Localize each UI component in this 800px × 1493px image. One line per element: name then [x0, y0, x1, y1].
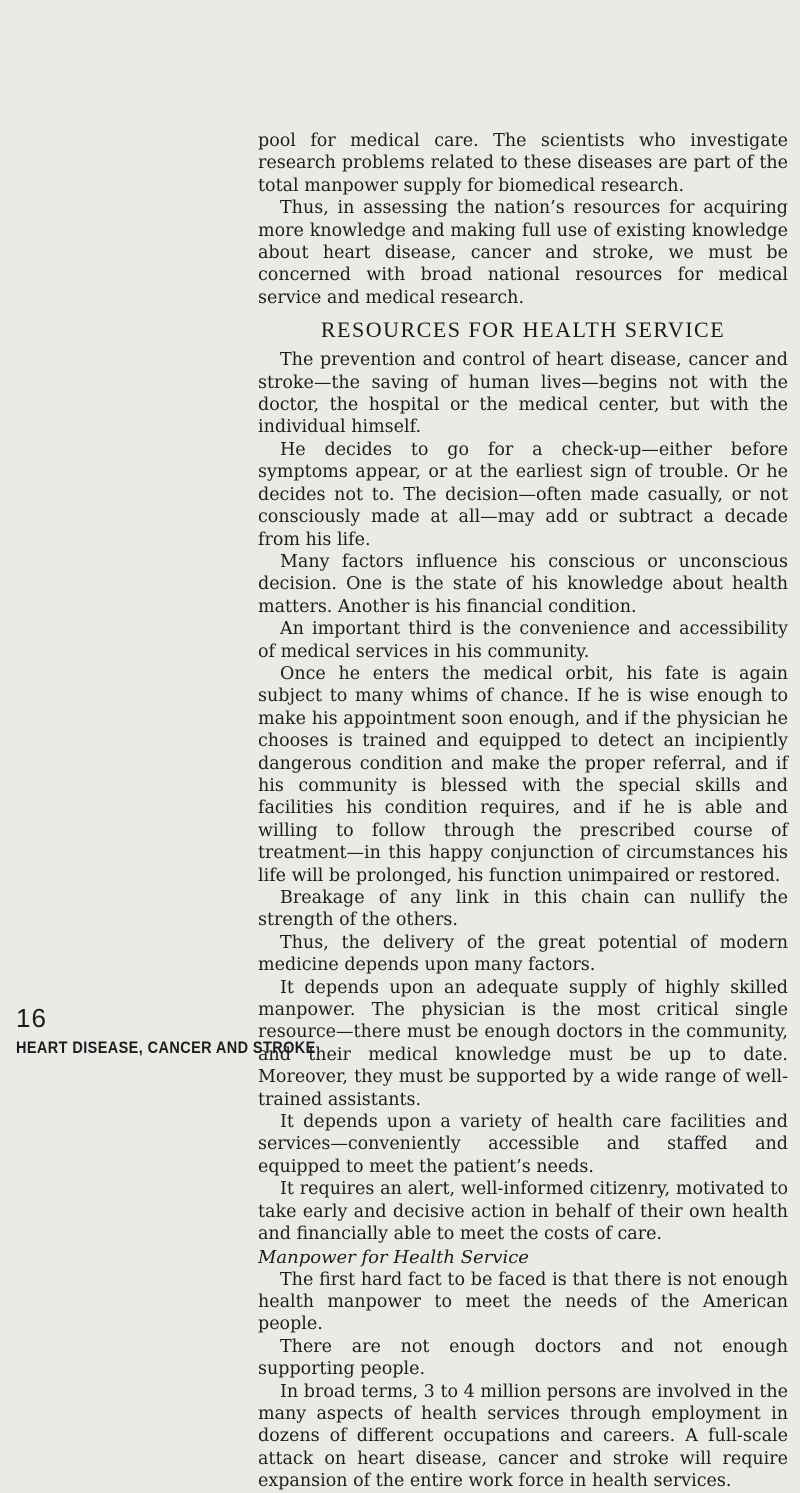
section-heading: RESOURCES FOR HEALTH SERVICE	[320, 317, 726, 343]
paragraph: An important third is the convenience and accessibility of medical services in his community.	[258, 619, 788, 662]
paragraph: There are not enough doctors and not enough supporting people.	[258, 1336, 788, 1380]
page-number: 16	[16, 1003, 47, 1033]
running-title: HEART DISEASE, CANCER AND STROKE	[16, 1038, 316, 1057]
paragraph: pool for medical care. The scientists who investigate research problems related to these diseases are part of the total manpower supply for biomedical research.	[258, 131, 788, 196]
paragraph: The prevention and control of heart disease, cancer and stroke—the saving of human lives—begins not with the doctor, the hospital or the medical center, but with the individual himself.	[258, 350, 788, 438]
paragraph: In broad terms, 3 to 4 million persons are involved in the many aspects of health services through employment in dozens of different occupations and careers. A full-scale attack on heart disease, cancer and stroke will require expansion of the entire work force in health services.	[258, 1381, 788, 1492]
paragraph: Once he enters the medical orbit, his fate is again subject to many whims of chance. If he is wise enough to make his appointment soon enough, and if the physician he chooses is trained and equipped to detect an incipiently dangerous condition and make the proper referral, and if his community is blessed with the special skills and facilities his condition requires, and if he is able and willing to follow through the prescribed course of treatment—in this happy conjunction of circumstances his life will be prolonged, his function unimpaired or restored.	[258, 663, 788, 886]
subsection-heading: Manpower for Health Service	[258, 1246, 529, 1268]
body-text	[258, 130, 788, 1493]
paragraph: It requires an alert, well-informed citizenry, motivated to take early and decisive action in behalf of their own health and financially able to meet the costs of care.	[258, 1179, 788, 1245]
paragraph: Thus, in assessing the nation’s resources for acquiring more knowledge and making full use of existing knowledge about heart disease, cancer and stroke, we must be concerned with broad national resources for medical service and medical research.	[258, 198, 788, 308]
paragraph: Many factors influence his conscious or unconscious decision. One is the state of his knowledge about health matters. Another is his financial condition.	[258, 551, 788, 617]
paragraph: He decides to go for a check-up—either before symptoms appear, or at the earliest sign of trouble. Or he decides not to. The decision—often made casually, or not consciously made at all—may add or subtract a decade from his life.	[258, 439, 788, 550]
paragraph: Thus, the delivery of the great potential of modern medicine depends upon many factors.	[258, 932, 788, 976]
paragraph: It depends upon an adequate supply of highly skilled manpower. The physician is the most critical single resource—there must be enough doctors in the community, and their medical knowledge must be up to date. Moreover, they must be supported by a wide range of well-trained assistants.	[258, 977, 788, 1110]
paragraph: The first hard fact to be faced is that there is not enough health manpower to meet the needs of the American people.	[258, 1269, 788, 1335]
paragraph: It depends upon a variety of health care facilities and services—conveniently accessible and staffed and equipped to meet the patient’s needs.	[258, 1112, 788, 1177]
paragraph: Breakage of any link in this chain can nullify the strength of the others.	[258, 888, 788, 931]
